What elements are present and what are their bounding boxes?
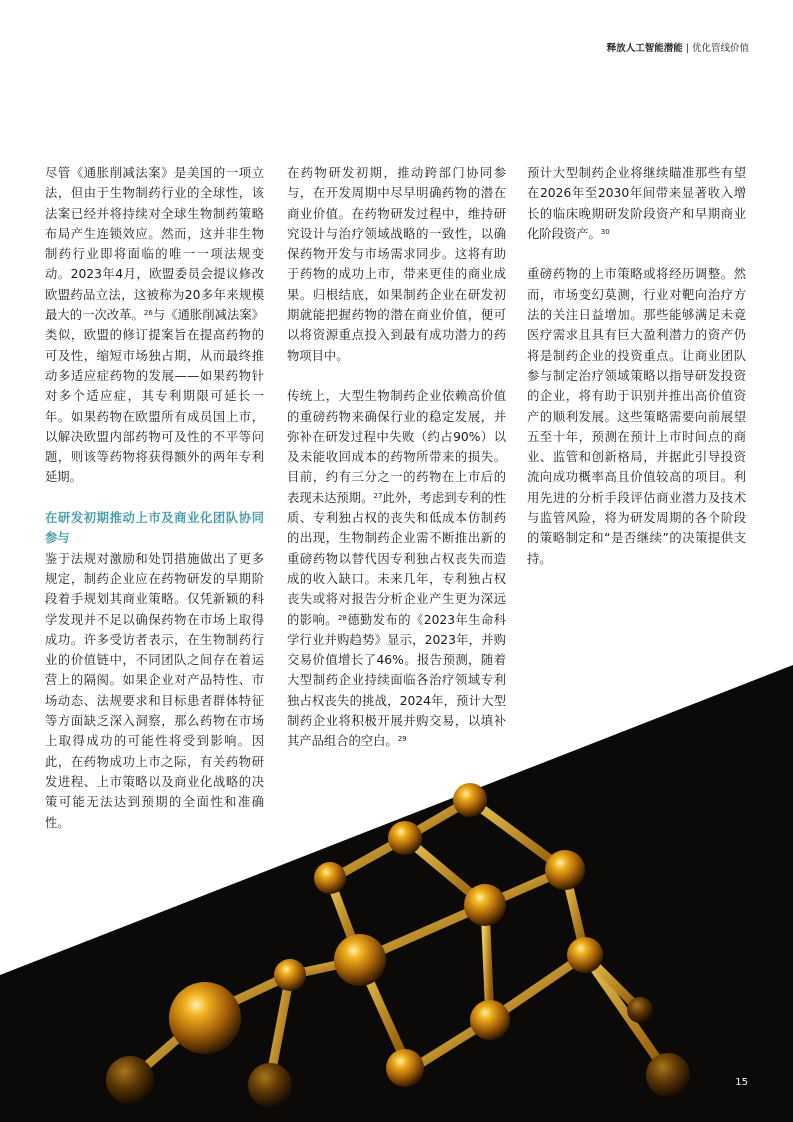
footnote-ref: 29 [397,735,407,744]
paragraph: 在药物研发初期，推动跨部门协同参与，在开发周期中尽早明确药物的潜在商业价值。在药物研发过程中，维持研究设计与治疗领域战略的一致性，以确保药物开发与市场需求同步。这将有助于药物的成功上市，带来更佳的商业成果。归根结底，如果制药企业在研发初期就能把握药物的潜在商业价值，便可以将资源重点投入到最有成功潜力的药物项目中。 [287,166,506,363]
section-heading: 在研发初期推动上市及商业化团队协同参与 [45,511,264,546]
paragraph: 尽管《通胀削减法案》是美国的一项立法，但由于生物制药行业的全球性，该法案已经并将持续对全球生物制药策略布局产生连锁效应。然而，这并非生物制药行业即将面临的唯一一项法规变动。2023年4月，欧盟委员会提议修改欧盟药品立法，这被称为20多年来规模最大的一次改革。$^{26}$与《通胀削减法案》类似，欧盟的修订提案旨在提高药物的可及性，缩短市场独占期，从而最终推动多适应症药物的发展——如果药物针对多个适应症，其专利期限可延长一年。如果药物在欧盟所有成员国上市，以解决欧盟内部药物可及性的不平等问题，则该等药物将获得额外的两年专利延期。 [45,166,264,485]
header-subtitle: 优化管线价值 [691,43,749,54]
footnote-ref: 27 [373,491,383,500]
paragraph: 重磅药物的上市策略或将经历调整。然而，市场变幻莫测，行业对靶向治疗方法的关注日益增加。那些能够满足未竟医疗需求且具有巨大盈利潜力的资产仍将是制药企业的投资重点。让商业团队参与制定治疗领域策略以指导研发投资的企业，将有助于识别并推出高价值资产的顺利发展。这些策略需要向前展望五至十年，预测在预计上市时间点的商业、监管和创新格局，并据此引导投资流向成功概率高且价值较高的项目。利用先进的分析手段评估商业潜力及技术与监管风险，将为研发周期的各个阶段的策略制定和“是否继续”的决策提供支持。 [527,267,746,566]
page-number: 15 [735,1077,748,1088]
paragraph: 鉴于法规对激励和处罚措施做出了更多规定，制药企业应在药物研发的早期阶段着手规划其商业策略。仅凭新颖的科学发现并不足以确保药物在市场上取得成功。许多受访者表示，在生物制药行业的价值链中，不同团队之间存在着运营上的隔阂。如果企业对产品特性、市场动态、法规要求和目标患者群体特征等方面缺乏深入洞察，那么药物在市场上取得成功的可能性将受到影响。因此，在药物成功上市之际，有关药物研发进程、上市策略以及商业化战略的决策可能无法达到预期的全面性和准确性。 [45,551,264,830]
column-1 [45,163,264,853]
column-3 [527,163,746,589]
footnote-ref: 28 [337,613,347,622]
footnote-ref: 26 [143,309,153,318]
column-2 [287,163,506,772]
page-header [607,40,749,54]
footnote-ref: 30 [600,227,610,236]
paragraph: 传统上，大型生物制药企业依赖高价值的重磅药物来确保行业的稳定发展，并弥补在研发过程中失败（约占90%）以及未能收回成本的药物所带来的损失。目前，约有三分之一的药物在上市后的表现未达预期。$^{27}$此外，考虑到专利的性质、专利独占权的丧失和低成本仿制药的出现，生物制药企业需不断推出新的重磅药物以替代因专利独占权丧失而造成的收入缺口。未来几年，专利独占权丧失或将对报告分析企业产生更为深远的影响。$^{28}$德勤发布的《2023年生命科学行业并购趋势》显示，2023年，并购交易价值增长了46%。报告预测，随着大型制药企业持续面临各治疗领域专利独占权丧失的挑战，2024年，预计大型制药企业将积极开展并购交易，以填补其产品组合的空白。$^{29}$ [287,389,506,749]
header-separator: | [685,43,689,54]
header-title: 释放人工智能潜能 [606,43,683,54]
paragraph: 预计大型制药企业将继续瞄准那些有望在2026年至2030年间带来显著收入增长的临床晚期研发阶段资产和早期商业化阶段资产。$^{30}$ [527,166,746,241]
